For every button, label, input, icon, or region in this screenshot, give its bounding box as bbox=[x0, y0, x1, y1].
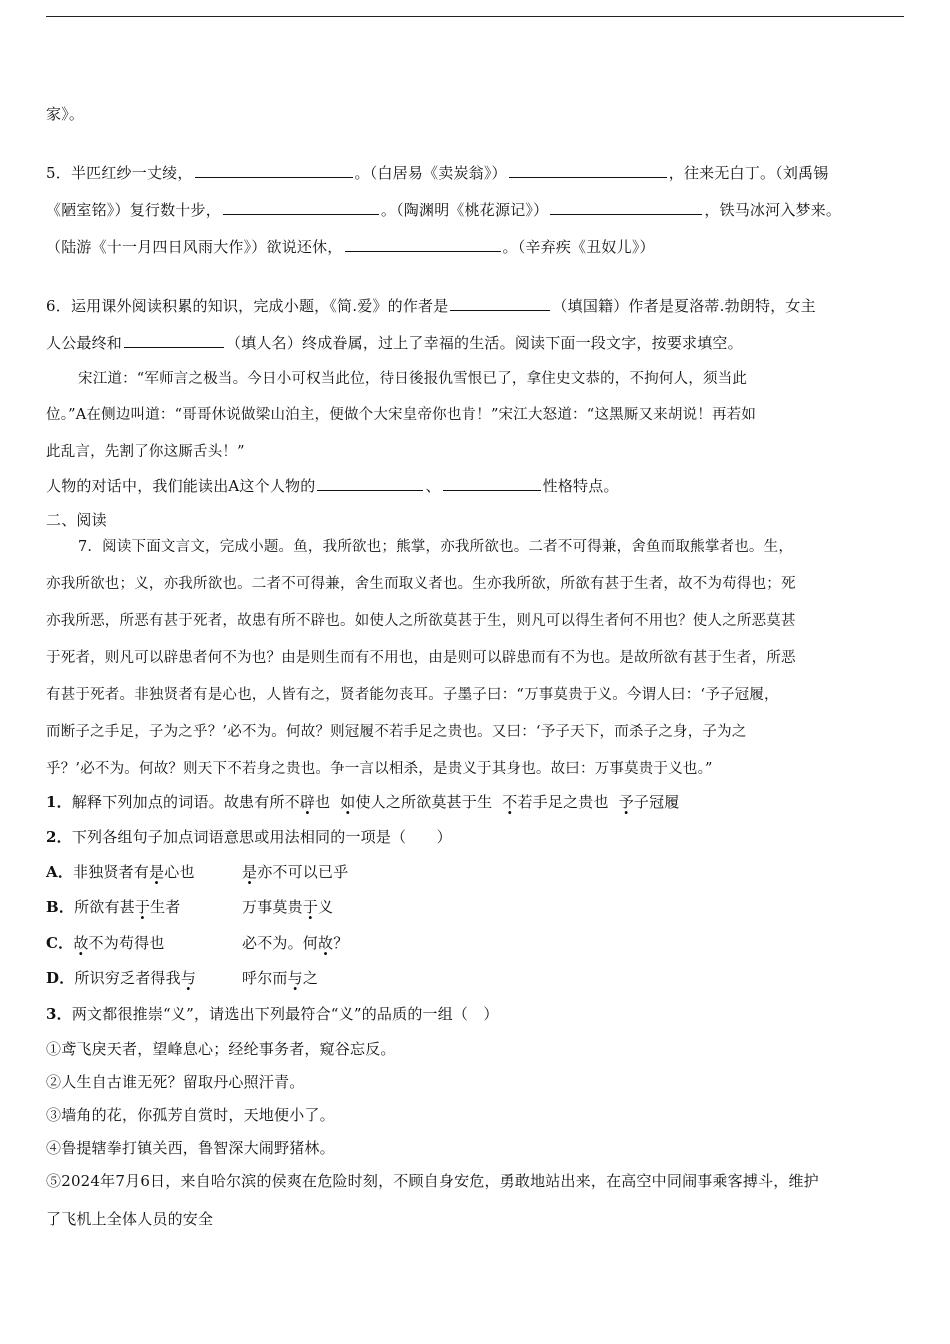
choice-item: 了飞机上全体人员的安全 bbox=[46, 1210, 214, 1228]
q7-passage-line: 而断子之手足，子为之乎？’必不为。何故？则冠履不若手足之贵也。又曰：‘予子天下，而杀子之身，子为之 bbox=[46, 724, 747, 740]
q5-text: 5．半匹红纱一丈绫， bbox=[46, 164, 193, 182]
option-text: 生者 bbox=[150, 898, 181, 916]
option-letter: D． bbox=[46, 969, 75, 987]
answer-blank[interactable] bbox=[317, 475, 423, 491]
subquestion-2 bbox=[46, 826, 452, 847]
phrase-text: 子冠履 bbox=[633, 793, 680, 811]
option-text: 必不为。何 bbox=[242, 934, 319, 952]
option-letter: A． bbox=[46, 863, 74, 881]
dotted-word: 如 bbox=[340, 793, 356, 811]
option-letter: B． bbox=[46, 898, 75, 916]
q7-passage-line: 有甚于死者。非独贤者有是心也，人皆有之，贤者能勿丧耳。子墨子曰：“万事莫贵于义。今谓人曰：‘予子冠履， bbox=[46, 687, 779, 703]
answer-blank[interactable] bbox=[443, 475, 541, 491]
dotted-word: 故 bbox=[318, 934, 334, 952]
option-text: 所欲有甚 bbox=[74, 898, 135, 916]
dotted-word: 与 bbox=[180, 969, 197, 987]
q6-text: 人公最终和 bbox=[46, 334, 123, 352]
q5-line-1 bbox=[46, 162, 828, 183]
q5-text: 。（陶渊明《桃花源记》） bbox=[380, 201, 549, 219]
dotted-word: 是 bbox=[149, 863, 165, 881]
q7-passage-line: 亦我所恶，所恶有甚于死者，故患有所不辟也。如使人之所欲莫甚于生，则凡可以得生者何不用也？使人之所恶莫甚 bbox=[46, 613, 796, 629]
option-text: 万事莫贵 bbox=[242, 898, 303, 916]
option-right bbox=[242, 861, 348, 882]
phrase-text: 若手足之贵也 bbox=[517, 793, 609, 811]
option-c[interactable] bbox=[46, 932, 349, 953]
dotted-word: 与 bbox=[287, 969, 303, 987]
question-number: 2． bbox=[46, 828, 72, 846]
q6-text: 人物的对话中，我们能读出A这个人物的 bbox=[46, 477, 316, 495]
option-letter: C． bbox=[46, 934, 74, 952]
subquestion-3 bbox=[46, 1003, 499, 1024]
dotted-word: 于 bbox=[134, 898, 151, 916]
q5-text: 《陋室铭》）复行数十步， bbox=[46, 201, 221, 219]
option-text: 所识穷乏者得我 bbox=[74, 969, 181, 987]
dotted-word: 故 bbox=[73, 934, 89, 952]
q6-passage-line-3: 此乱言，先割了你这厮舌头！” bbox=[46, 444, 245, 460]
answer-blank[interactable] bbox=[550, 199, 702, 215]
dotted-word: 予 bbox=[618, 793, 634, 811]
q6-line-1 bbox=[46, 295, 816, 316]
option-a[interactable] bbox=[46, 861, 349, 882]
q5-text: 。（白居易《卖炭翁》） bbox=[354, 164, 507, 182]
answer-blank[interactable] bbox=[345, 236, 501, 252]
answer-blank[interactable] bbox=[124, 332, 224, 348]
q5-text: ，往来无白丁。（刘禹锡 bbox=[668, 164, 829, 182]
q6-text: （填国籍）作者是夏洛蒂.勃朗特，女主 bbox=[552, 297, 816, 315]
q7-passage-line: 乎？’必不为。何故？则天下不若身之贵也。争一言以相杀，是贵义于其身也。故曰：万事莫贵于义也。” bbox=[46, 761, 713, 777]
question-number: 3． bbox=[46, 1005, 72, 1023]
q5-text: ，铁马冰河入梦来。 bbox=[704, 201, 842, 219]
dotted-word: 于 bbox=[302, 898, 319, 916]
q7-passage-line: 于死者，则凡可以辟患者何不为也？由是则生而有不用也，由是则可以辟患而有不为也。是故所欲有甚于生者，所恶 bbox=[46, 650, 796, 666]
option-b[interactable] bbox=[46, 896, 334, 917]
option-text: 亦不可以已乎 bbox=[257, 863, 349, 881]
header-rule bbox=[46, 16, 904, 17]
q6-text: 6．运用课外阅读积累的知识，完成小题，《简.爱》的作者是 bbox=[46, 297, 449, 315]
q5-line-3 bbox=[46, 236, 655, 257]
option-text: 呼尔而 bbox=[242, 969, 288, 987]
subquestion-1 bbox=[46, 791, 680, 812]
answer-blank[interactable] bbox=[223, 199, 379, 215]
section-heading: 二、阅读 bbox=[46, 511, 107, 529]
q7-passage-line: 7．阅读下面文言文，完成小题。鱼，我所欲也；熊掌，亦我所欲也。二者不可得兼，舍鱼而取熊掌者也。生， bbox=[78, 539, 794, 555]
phrase-text: 也 bbox=[315, 793, 331, 811]
choice-item: ③墙角的花，你孤芳自赏时，天地便小了。 bbox=[46, 1106, 335, 1124]
dotted-word: 不 bbox=[502, 793, 518, 811]
q6-text: （填人名）终成眷属，过上了幸福的生活。阅读下面一段文字，按要求填空。 bbox=[226, 334, 743, 352]
answer-blank[interactable] bbox=[450, 295, 550, 311]
q6-text: 、 bbox=[425, 477, 441, 495]
phrase-text: 使人之所欲莫甚于生 bbox=[355, 793, 493, 811]
choice-item: ①鸢飞戾天者，望峰息心；经纶事务者，窥谷忘反。 bbox=[46, 1040, 396, 1058]
option-d[interactable] bbox=[46, 967, 319, 988]
choice-item: ⑤2024年7月6日，来自哈尔滨的侯爽在危险时刻，不顾自身安危，勇敢地站出来，在高空中同闹事乘客搏斗，维护 bbox=[46, 1172, 819, 1190]
option-text: ？ bbox=[333, 934, 349, 952]
option-right bbox=[242, 932, 348, 953]
option-text: 之 bbox=[302, 969, 319, 987]
question-text: 解释下列加点的词语。 bbox=[71, 793, 224, 811]
option-right bbox=[242, 967, 318, 988]
question-text: 下列各组句子加点词语意思或用法相同的一项是（ ） bbox=[71, 828, 452, 846]
q6-line-6 bbox=[46, 475, 619, 496]
option-text: 非独贤者有 bbox=[73, 863, 150, 881]
dotted-word: 是 bbox=[242, 863, 258, 881]
q6-passage-line-1: 宋江道：“军师言之极当。今日小可权当此位，待日後报仇雪恨已了，拿住史文恭的，不拘何人，须当此 bbox=[78, 371, 748, 387]
q6-passage-line-2: 位。”A在侧边叫道：“哥哥休说做梁山泊主，便做个大宋皇帝你也肯！”宋江大怒道：“这黑厮又来胡说！再若如 bbox=[46, 407, 757, 423]
q5-text: （陆游《十一月四日风雨大作》）欲说还休， bbox=[46, 238, 343, 256]
option-right bbox=[242, 896, 333, 917]
question-number: 1． bbox=[46, 793, 72, 811]
continuation-text: 家》。 bbox=[46, 105, 85, 123]
q5-line-2 bbox=[46, 199, 841, 220]
option-text: 心也 bbox=[164, 863, 195, 881]
q6-line-2 bbox=[46, 332, 743, 353]
option-text: 义 bbox=[318, 898, 334, 916]
option-text: 不为苟得也 bbox=[88, 934, 165, 952]
q7-passage-line: 亦我所欲也；义，亦我所欲也。二者不可得兼，舍生而取义者也。生亦我所欲，所欲有甚于生者，故不为苟得也；死 bbox=[46, 576, 796, 592]
question-text: 两文都很推崇“义”，请选出下列最符合“义”的品质的一组（ ） bbox=[71, 1005, 499, 1023]
choice-item: ④鲁提辖拳打镇关西，鲁智深大闹野猪林。 bbox=[46, 1139, 335, 1157]
answer-blank[interactable] bbox=[195, 162, 353, 178]
dotted-word: 辟 bbox=[299, 793, 316, 811]
answer-blank[interactable] bbox=[509, 162, 667, 178]
choice-item: ②人生自古谁无死？留取丹心照汗青。 bbox=[46, 1073, 305, 1091]
q5-text: 。（辛弃疾《丑奴儿》） bbox=[502, 238, 655, 256]
phrase-text: 故患有所不 bbox=[223, 793, 300, 811]
q6-text: 性格特点。 bbox=[542, 477, 619, 495]
